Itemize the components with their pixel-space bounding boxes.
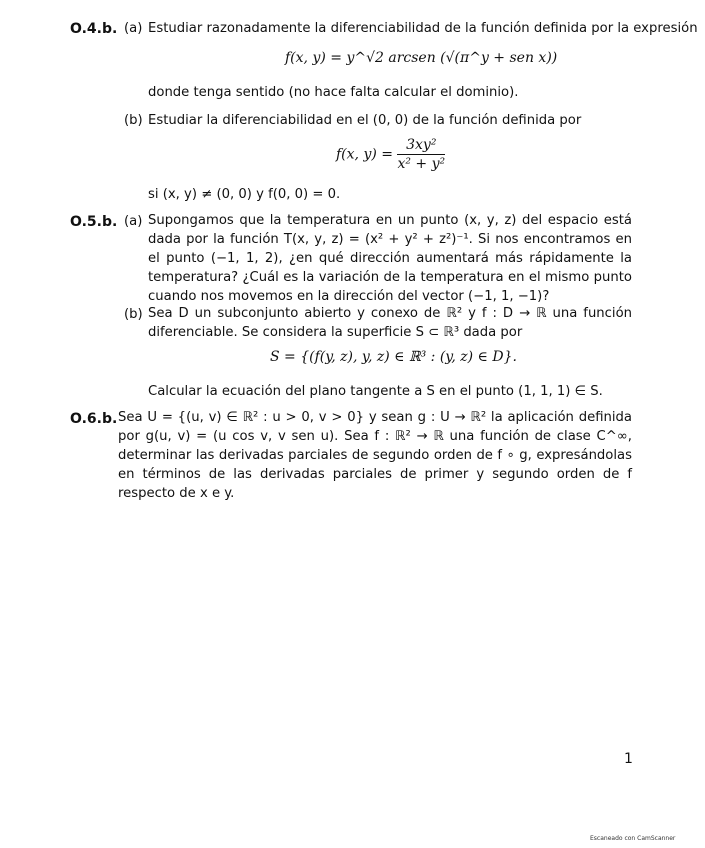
problem-5b-text: Sea D un subconjunto abierto y conexo de ℝ² y f : D → ℝ una función diferenciable. Se considera la superficie S ⊂ ℝ³ dada por: [148, 306, 632, 340]
problem-4a-after: donde tenga sentido (no hace falta calcular el dominio).: [148, 85, 519, 100]
formula-4b-numerator: 3xy²: [397, 137, 445, 155]
problem-4b-text: Estudiar la diferenciabilidad en el (0, 0) de la función definida por: [148, 113, 582, 128]
part-marker-5b: (b): [124, 307, 143, 322]
formula-4b: [336, 137, 445, 172]
problem-4b-after: si (x, y) ≠ (0, 0) y f(0, 0) = 0.: [148, 187, 341, 202]
problem-label-o6b: O.6.b.: [70, 411, 118, 427]
formula-4b-denominator: x² + y²: [397, 156, 446, 172]
problem-label-o5b: O.5.b.: [70, 214, 118, 230]
scanner-watermark: Escaneado con CamScanner: [590, 835, 676, 842]
page-number: 1: [624, 751, 633, 767]
part-marker-5a: (a): [124, 214, 143, 229]
formula-4b-lhs: f(x, y) =: [336, 146, 393, 163]
problem-label-o4b: O.4.b.: [70, 21, 118, 37]
formula-4b-fraction: [397, 137, 445, 172]
formula-5b: S = {(f(y, z), y, z) ∈ ℝ³ : (y, z) ∈ D}.: [270, 349, 517, 365]
problem-5a-text: Supongamos que la temperatura en un punto (x, y, z) del espacio está dada por la función T(x, y, z) = (x² + y² + z²)⁻¹. Si nos encontramos en el punto (−1, 1, 2), ¿en qué dirección aumentará más rápidamente la temperatura? ¿Cuál es la variación de la temperatura en el mismo punto cuando nos movemos en la dirección del vector (−1, 1, −1)?: [148, 213, 632, 304]
part-marker-4b: (b): [124, 113, 143, 128]
formula-4a: f(x, y) = y^√2 arcsen (√(π^y + sen x)): [285, 50, 558, 66]
problem-6-text: Sea U = {(u, v) ∈ ℝ² : u > 0, v > 0} y sean g : U → ℝ² la aplicación definida por g(u, v) = (u cos v, v sen u). Sea f : ℝ² → ℝ una función de clase C^∞, determinar las derivadas parciales de segundo orden de f ∘ g, expresándolas en términos de las derivadas parciales de primer y segundo orden de f respecto de x e y.: [118, 410, 632, 501]
part-marker-4a: (a): [124, 21, 143, 36]
problem-4a-text: Estudiar razonadamente la diferenciabilidad de la función definida por la expresión: [148, 21, 698, 36]
problem-5b-after: Calcular la ecuación del plano tangente a S en el punto (1, 1, 1) ∈ S.: [148, 384, 603, 399]
